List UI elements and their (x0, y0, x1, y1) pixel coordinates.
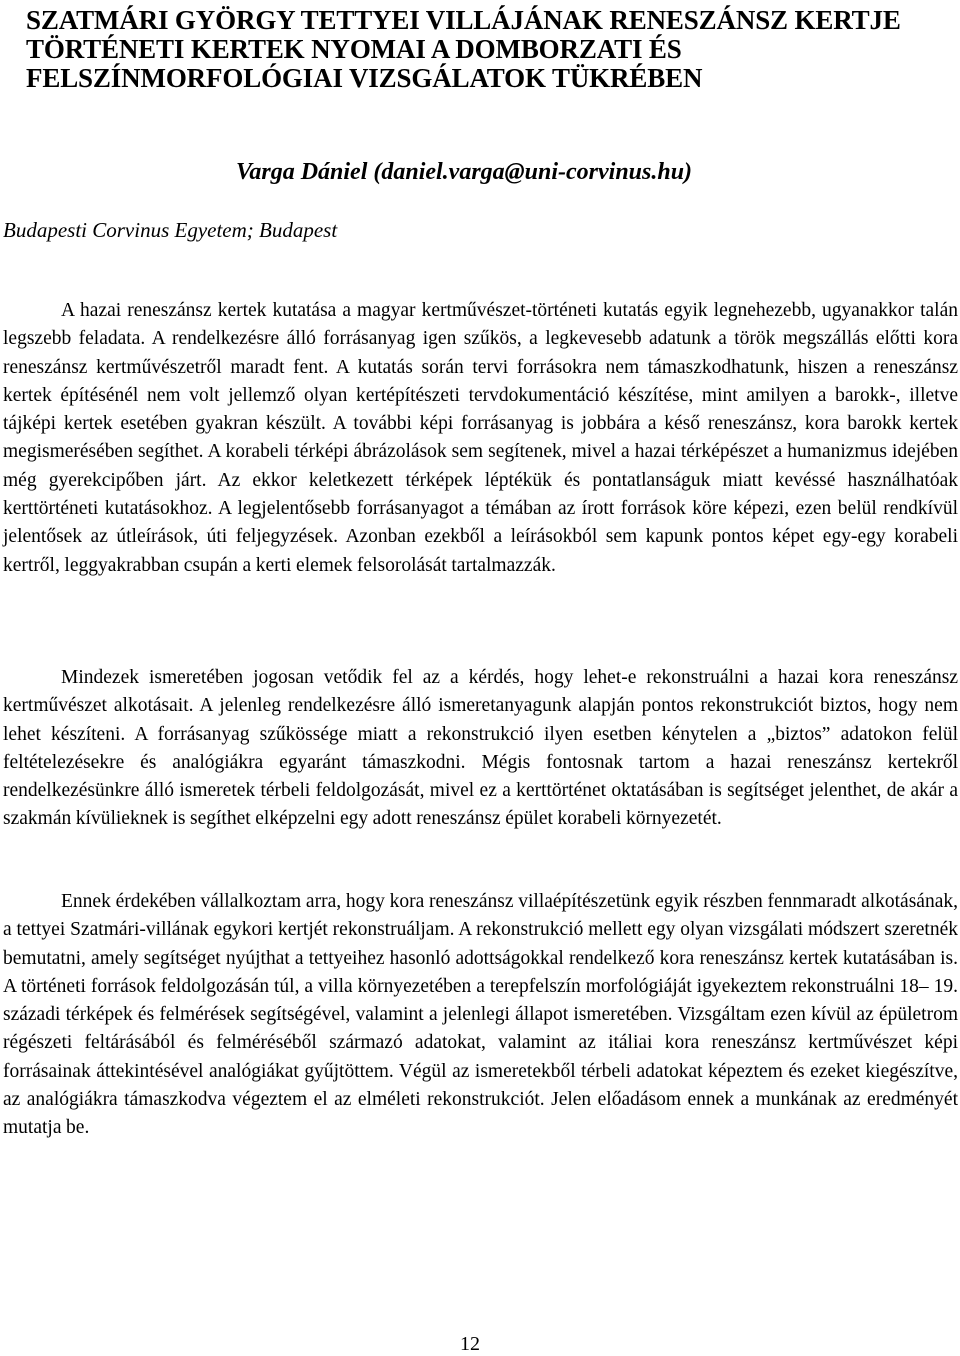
body-paragraph: Mindezek ismeretében jogosan vetődik fel az a kérdés, hogy lehet-e rekonstruálni a hazai kora reneszánsz kertművészet alkotásait. A jelenleg rendelkezésre álló ismeretanyagunk alapján pontos rekonstrukciót biztos, hogy nem lehet készíteni. A forrásanyag szűkössége miatt a rekonstrukció ilyen esetben kénytelen a „biztos” adatokon felül feltételezésekre és analógiákra egyaránt támaszkodni. Mégis fontosnak tartom a hazai reneszánsz kertekről rendelkezésünkre álló ismeretek térbeli feldolgozását, mivel ez a kerttörténet oktatásában is segítséget jelenthet, de akár a szakmán kívülieknek is segíthet elképzelni egy adott reneszánsz épület korabeli környezetét. (3, 667, 958, 830)
paper-title: SZATMÁRI GYÖRGY TETTYEI VILLÁJÁNAK RENESZÁNSZ KERTJE TÖRTÉNETI KERTEK NYOMAI A DOMBORZATI ÉS FELSZÍNMORFOLÓGIAI VIZSGÁLATOK TÜKRÉBEN (26, 5, 901, 93)
body-paragraph: Ennek érdekében vállalkoztam arra, hogy kora reneszánsz villaépítészetünk egyik részben fennmaradt alkotásának, a tettyei Szatmári-villának egykori kertjét rekonstruáljam. A rekonstrukció mellett egy olyan vizsgálati módszert szeretnék bemutatni, amely segítséget nyújthat a tettyeihez hasonló adottságokkal rendelkező kora reneszánsz kertek kutatásában is. A történeti források feldolgozásán túl, a villa környezetében a terepfelszín morfológiáját igyekeztem rekonstruálni 18– 19. századi térképek és felmérések segítségével, valamint a jelenlegi állapot ismeretében. Vizsgáltam ezen kívül az épületrom régészeti feltárásából és felméréséből származó adatokat, valamint az itáliai kora reneszánsz kertművészet képi forrásainak áttekintésével analógiákat gyűjtöttem. Végül az ismeretekből térbeli adatokat képeztem és ezeket kiegészítve, az analógiákra támaszkodva végeztem el az elméleti rekonstrukciót. Jelen előadásom ennek a munkának az eredményét mutatja be. (3, 891, 958, 1139)
body-paragraph: A hazai reneszánsz kertek kutatása a magyar kertművészet-történeti kutatás egyik legnehezebb, ugyanakkor talán legszebb feladata. A rendelkezésre álló forrásanyag igen szűkös, a legkevesebb adatunk a török megszállás előtti kora reneszánsz kertművészetről maradt fent. A kutatás során tervi forrásokra nem támaszkodhatunk, hiszen a reneszánsz kertek építésénél nem volt jellemző olyan kertépítészeti tervdokumentáció készítése, mint amilyen a barokk-, illetve tájképi kertek esetében gyakran készült. A további képi forrásanyag is jobbára a késő reneszánsz, kora barokk kertek megismerésében segíthet. A korabeli térképi ábrázolások sem segítenek, mivel a hazai térképészet a humanizmus idejében még gyerekcipőben járt. Az ekkor keletkezett térképek léptékük és pontatlanságuk miatt kevéssé használhatóak kerttörténeti kutatásokhoz. A legjelentősebb forrásanyagot a témában az írott források köre képezi, ezen belül rendkívül jelentősek az útleírások, úti feljegyzések. Azonban ezekből a leírásokból sem kapunk pontos képet egy-egy korabeli kertről, leggyakrabban csupán a kerti elemek felsorolását tartalmazzák. (3, 300, 958, 576)
author-line: Varga Dániel (daniel.varga@uni-corvinus.hu) (236, 159, 693, 185)
page-number: 12 (460, 1333, 480, 1355)
affiliation-line: Budapesti Corvinus Egyetem; Budapest (3, 218, 338, 242)
